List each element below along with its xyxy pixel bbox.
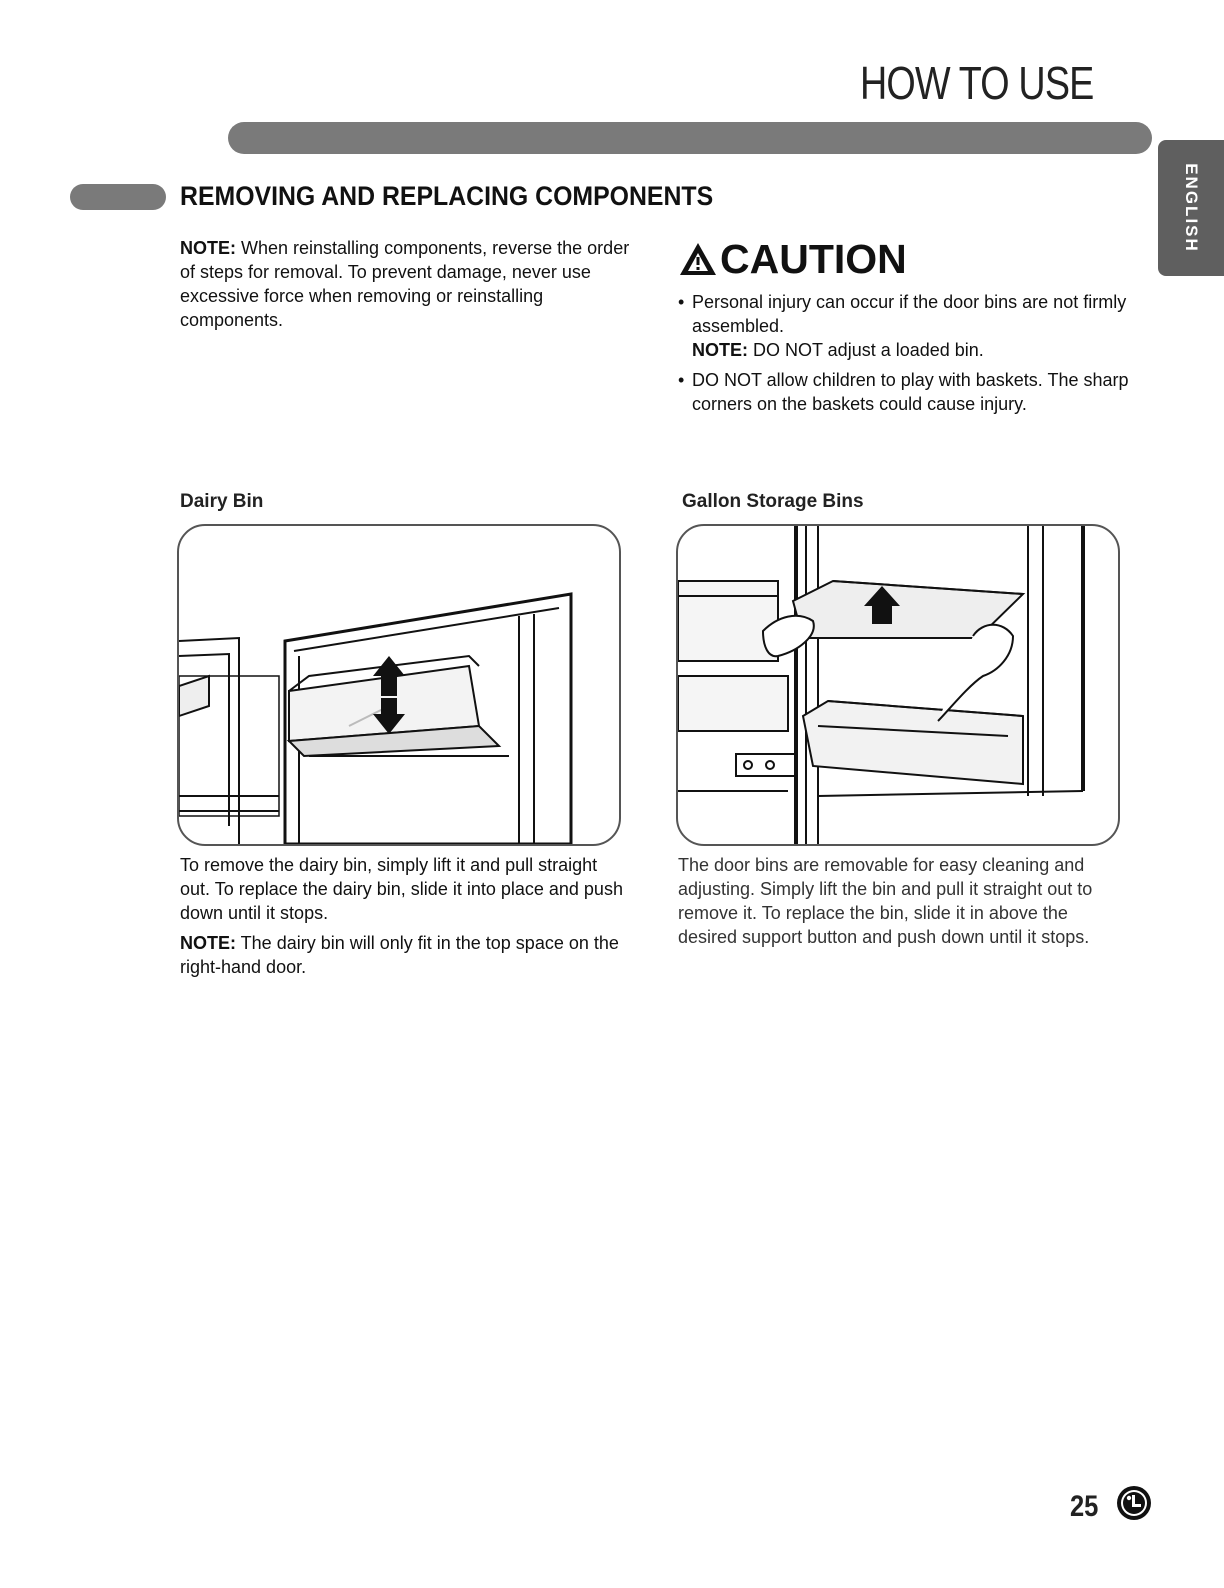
caution-heading (678, 236, 907, 283)
header-bar (228, 122, 1152, 154)
dairy-bin-heading: Dairy Bin (180, 491, 264, 512)
dairy-note-label: NOTE: (180, 933, 236, 953)
gallon-bins-description: The door bins are removable for easy cleaning and adjusting. Simply lift the bin and pull it straight out to remove it. To replace the bin, slide it in above the desired support button and push down until it stops. (678, 855, 1093, 947)
section-title: REMOVING AND REPLACING COMPONENTS (180, 181, 714, 211)
intro-note-text: When reinstalling components, reverse the order of steps for removal. To prevent damage, never use excessive force when removing or reinstalling components. (180, 238, 630, 330)
gallon-bins-illustration (676, 524, 1120, 846)
bullet: • (678, 292, 685, 312)
caution-item-text: Personal injury can occur if the door bins are not firmly assembled. (692, 292, 1127, 336)
section-marker (70, 184, 166, 210)
warning-triangle-icon (678, 241, 718, 277)
dairy-bin-description (180, 853, 630, 979)
page-header-title: HOW TO USE (860, 57, 1094, 109)
intro-note-label: NOTE: (180, 238, 236, 258)
caution-item (678, 290, 1138, 362)
caution-item (678, 368, 1138, 416)
caution-note-label: NOTE: (692, 340, 748, 360)
language-tab-label: ENGLISH (1182, 163, 1201, 253)
dairy-bin-text: To remove the dairy bin, simply lift it and pull straight out. To replace the dairy bin, slide it into place and push down until it stops. (180, 855, 623, 923)
dairy-bin-note (180, 931, 630, 979)
caution-note-text: DO NOT adjust a loaded bin. (748, 340, 984, 360)
dairy-bin-illustration (177, 524, 621, 846)
gallon-bins-heading: Gallon Storage Bins (682, 491, 864, 512)
lg-logo-icon (1115, 1484, 1153, 1522)
dairy-note-text: The dairy bin will only fit in the top space on the right-hand door. (180, 933, 619, 977)
bullet: • (678, 370, 685, 390)
caution-item-text: DO NOT allow children to play with baskets. The sharp corners on the baskets could cause injury. (692, 370, 1129, 414)
caution-list (678, 290, 1138, 422)
language-tab (1158, 140, 1224, 276)
page-number: 25 (1070, 1490, 1099, 1523)
intro-note (180, 236, 640, 332)
caution-title: CAUTION (720, 236, 907, 282)
